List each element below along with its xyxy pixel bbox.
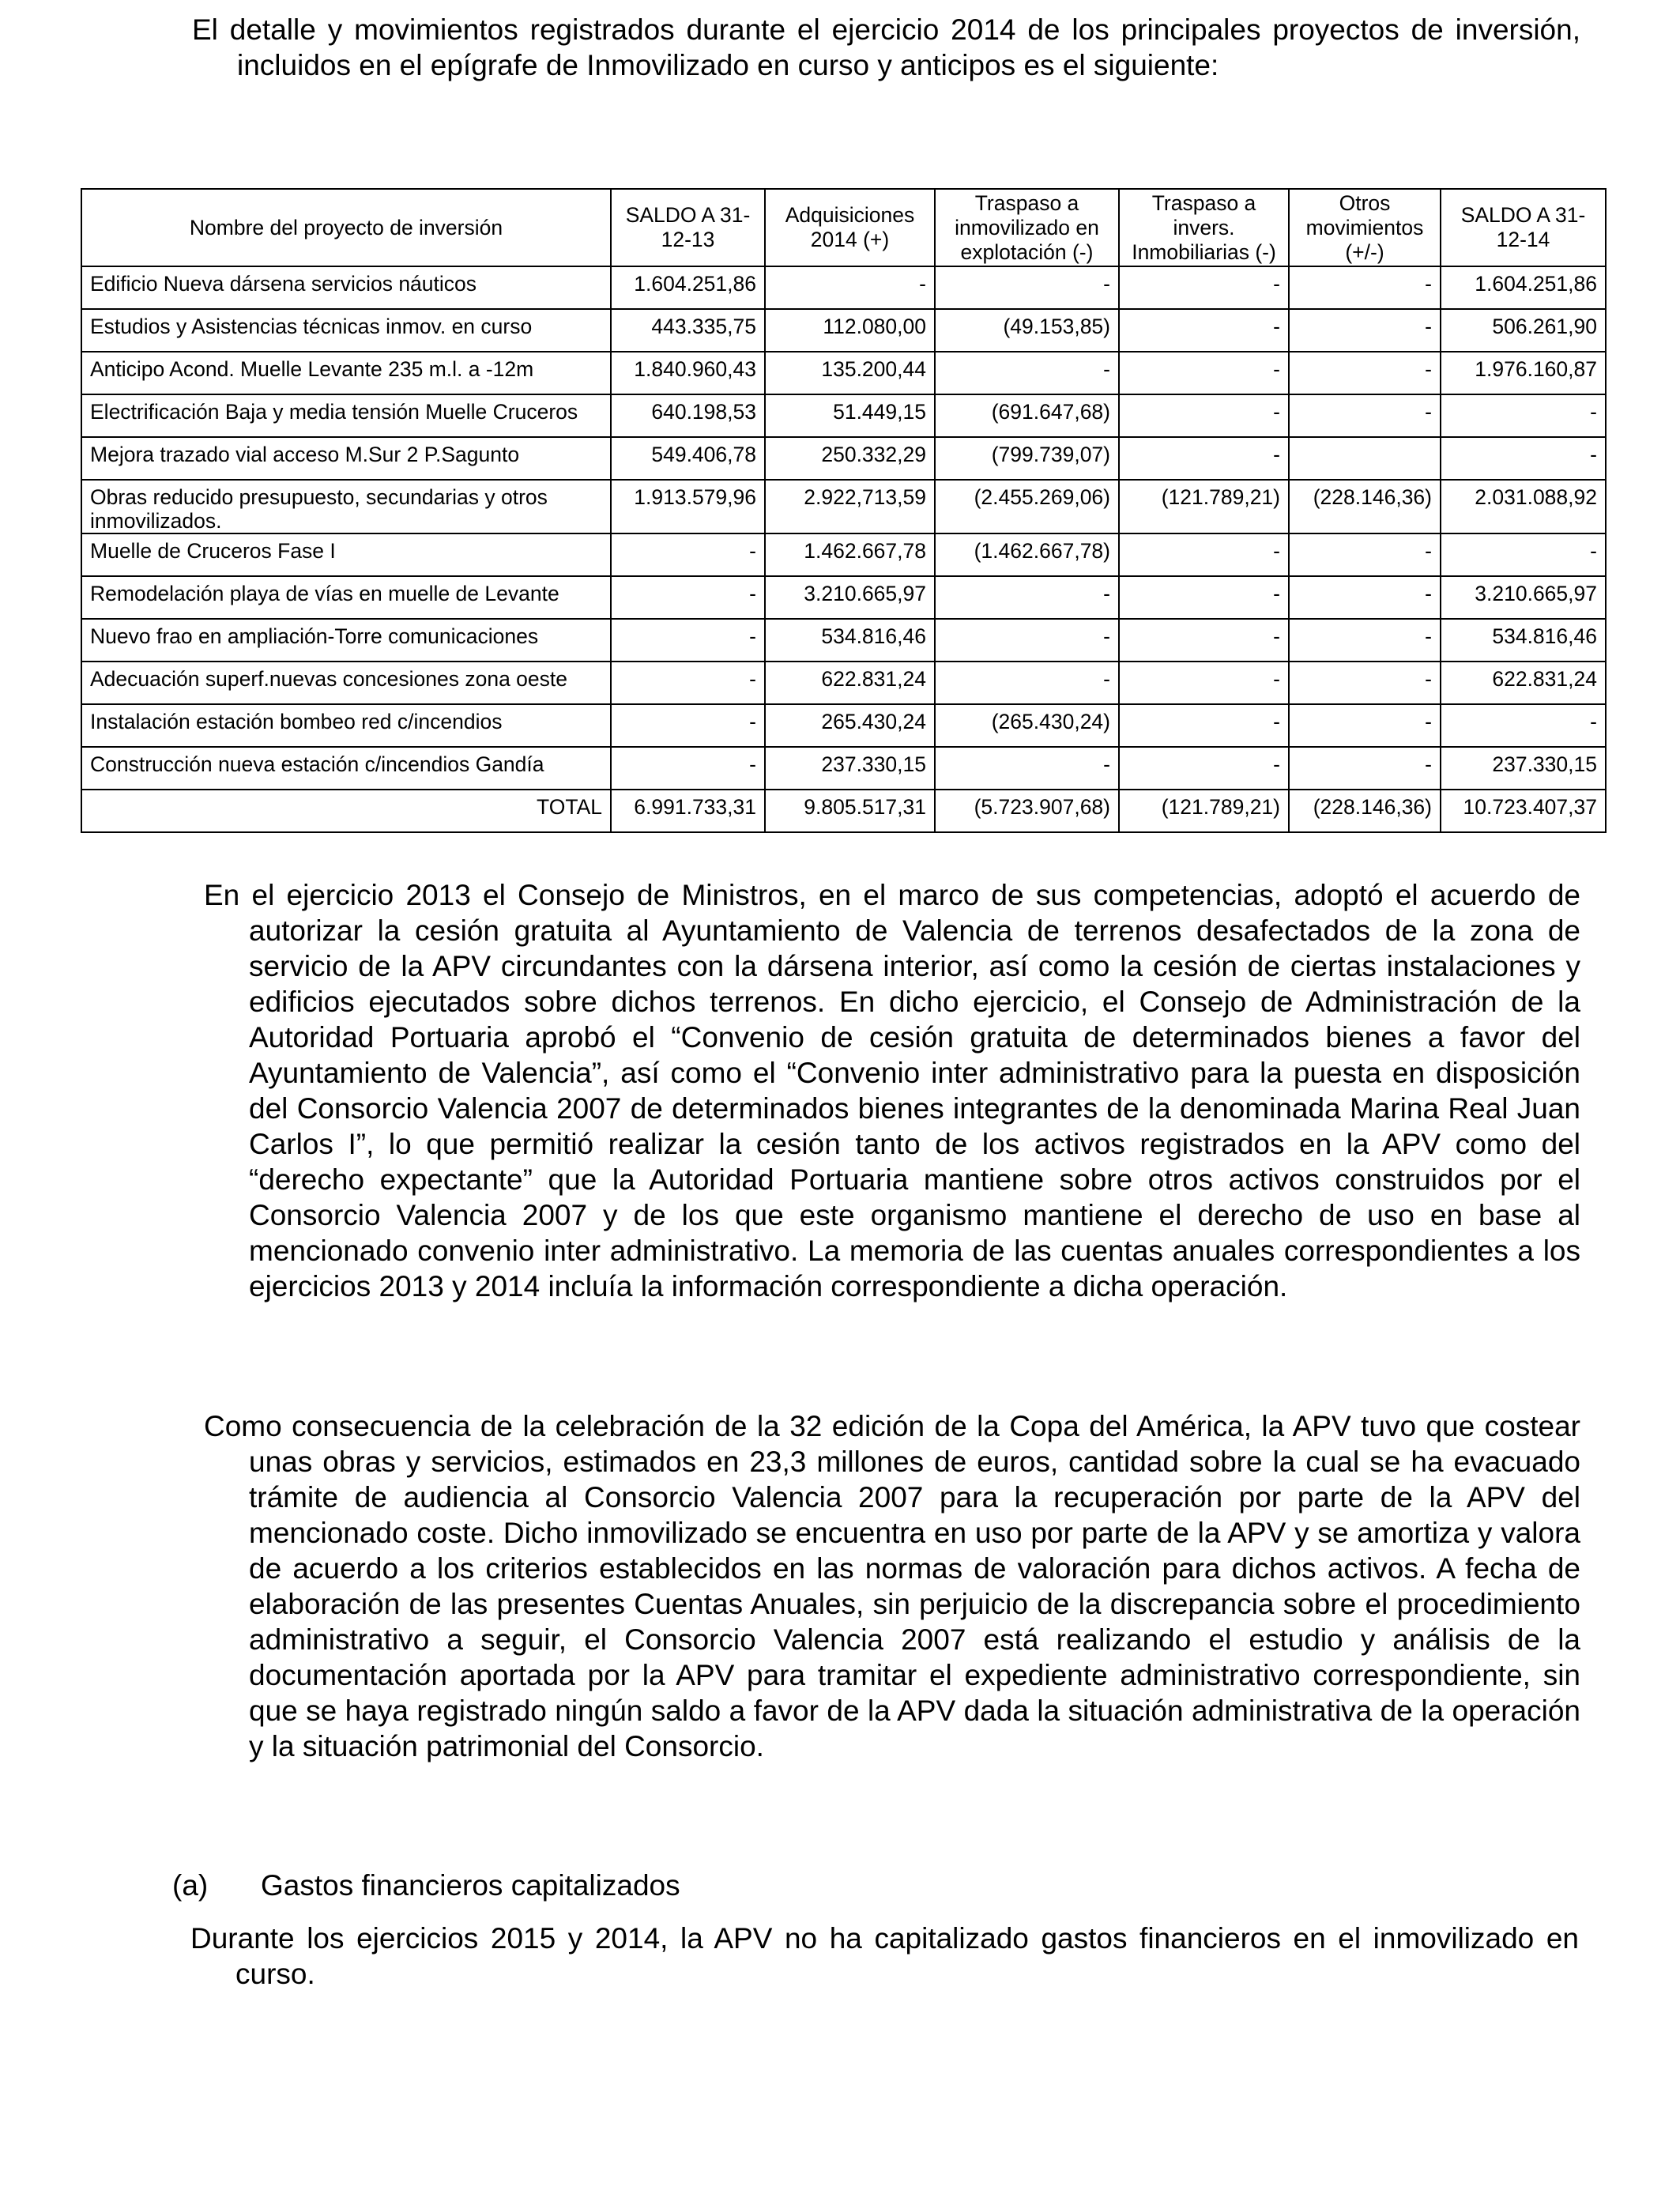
cell-saldo-2014: - bbox=[1441, 533, 1606, 576]
section-title: Gastos financieros capitalizados bbox=[261, 1869, 680, 1902]
cell-saldo-2013: - bbox=[611, 747, 765, 790]
cell-traspaso-inmobiliarias: - bbox=[1119, 437, 1289, 480]
table-row bbox=[81, 437, 1606, 480]
cell-project-name: Muelle de Cruceros Fase I bbox=[81, 533, 611, 576]
table-row bbox=[81, 394, 1606, 437]
total-cell-adquisiciones: 9.805.517,31 bbox=[765, 790, 935, 832]
cell-traspaso-inmobiliarias: (121.789,21) bbox=[1119, 480, 1289, 533]
cell-otros-movimientos: (228.146,36) bbox=[1289, 480, 1441, 533]
cell-traspaso-inmobiliarias: - bbox=[1119, 747, 1289, 790]
cell-adquisiciones: 2.922,713,59 bbox=[765, 480, 935, 533]
section-heading bbox=[172, 1868, 680, 1903]
total-label: TOTAL bbox=[81, 790, 611, 832]
total-cell-saldo-2013: 6.991.733,31 bbox=[611, 790, 765, 832]
table-row bbox=[81, 480, 1606, 533]
table-row bbox=[81, 662, 1606, 704]
table-row bbox=[81, 266, 1606, 309]
cell-saldo-2014: 534.816,46 bbox=[1441, 619, 1606, 662]
cell-saldo-2014: - bbox=[1441, 437, 1606, 480]
cell-otros-movimientos: - bbox=[1289, 704, 1441, 747]
cell-otros-movimientos: - bbox=[1289, 576, 1441, 619]
cell-traspaso-explotacion: (49.153,85) bbox=[935, 309, 1119, 352]
table-row bbox=[81, 747, 1606, 790]
cell-otros-movimientos: - bbox=[1289, 309, 1441, 352]
cell-project-name: Remodelación playa de vías en muelle de Levante bbox=[81, 576, 611, 619]
cell-adquisiciones: 250.332,29 bbox=[765, 437, 935, 480]
cell-traspaso-inmobiliarias: - bbox=[1119, 266, 1289, 309]
header-project-name: Nombre del proyecto de inversión bbox=[81, 189, 611, 266]
cell-saldo-2014: 506.261,90 bbox=[1441, 309, 1606, 352]
cell-traspaso-explotacion: - bbox=[935, 352, 1119, 394]
cell-saldo-2014: 2.031.088,92 bbox=[1441, 480, 1606, 533]
cell-traspaso-inmobiliarias: - bbox=[1119, 533, 1289, 576]
cell-project-name: Construcción nueva estación c/incendios Gandía bbox=[81, 747, 611, 790]
cell-otros-movimientos: - bbox=[1289, 352, 1441, 394]
cell-saldo-2014: 1.976.160,87 bbox=[1441, 352, 1606, 394]
cell-project-name: Mejora trazado vial acceso M.Sur 2 P.Sagunto bbox=[81, 437, 611, 480]
header-traspaso-inmobiliarias: Traspaso a invers. Inmobiliarias (-) bbox=[1119, 189, 1289, 266]
cell-traspaso-explotacion: - bbox=[935, 747, 1119, 790]
table-body bbox=[81, 266, 1606, 832]
cell-saldo-2014: - bbox=[1441, 394, 1606, 437]
cell-saldo-2013: 1.913.579,96 bbox=[611, 480, 765, 533]
cell-otros-movimientos: - bbox=[1289, 266, 1441, 309]
cell-adquisiciones: 51.449,15 bbox=[765, 394, 935, 437]
cell-traspaso-explotacion: - bbox=[935, 576, 1119, 619]
total-cell-traspaso-explotacion: (5.723.907,68) bbox=[935, 790, 1119, 832]
cell-saldo-2013: 640.198,53 bbox=[611, 394, 765, 437]
cell-saldo-2013: 1.604.251,86 bbox=[611, 266, 765, 309]
header-adquisiciones: Adquisiciones 2014 (+) bbox=[765, 189, 935, 266]
cell-adquisiciones: 534.816,46 bbox=[765, 619, 935, 662]
cell-project-name: Edificio Nueva dársena servicios náuticos bbox=[81, 266, 611, 309]
cell-otros-movimientos: - bbox=[1289, 619, 1441, 662]
cell-saldo-2013: - bbox=[611, 704, 765, 747]
table-row bbox=[81, 533, 1606, 576]
cell-saldo-2013: 443.335,75 bbox=[611, 309, 765, 352]
cell-traspaso-inmobiliarias: - bbox=[1119, 619, 1289, 662]
paragraph-copa-america: Como consecuencia de la celebración de la 32 edición de la Copa del América, la APV tuvo que costear unas obras y servicios, estimados en 23,3 millones de euros, cantidad sobre la cual se ha evacuado trámite de audiencia al Consorcio Valencia 2007 para la recuperación por parte de la APV del mencionado coste. Dicho inmovilizado se encuentra en uso por parte de la APV y se amortiza y valora de acuerdo a los criterios establecidos en las normas de valoración para dichos activos. A fecha de elaboración de las presentes Cuentas Anuales, sin perjuicio de la discrepancia sobre el procedimiento administrativo a seguir, el Consorcio Valencia 2007 está realizando el estudio y análisis de la documentación aportada por la APV para tramitar el expediente administrativo correspondiente, sin que se haya registrado ningún saldo a favor de la APV dada la situación administrativa de la operación y la situación patrimonial del Consorcio. bbox=[204, 1410, 1580, 1762]
table-row bbox=[81, 619, 1606, 662]
cell-saldo-2014: 237.330,15 bbox=[1441, 747, 1606, 790]
cell-saldo-2013: - bbox=[611, 662, 765, 704]
cell-project-name: Anticipo Acond. Muelle Levante 235 m.l. a -12m bbox=[81, 352, 611, 394]
cell-saldo-2013: - bbox=[611, 576, 765, 619]
cell-traspaso-explotacion: - bbox=[935, 619, 1119, 662]
cell-traspaso-inmobiliarias: - bbox=[1119, 352, 1289, 394]
section-letter: (a) bbox=[172, 1869, 209, 1902]
cell-traspaso-explotacion: - bbox=[935, 266, 1119, 309]
cell-saldo-2014: 622.831,24 bbox=[1441, 662, 1606, 704]
cell-project-name: Nuevo frao en ampliación-Torre comunicaciones bbox=[81, 619, 611, 662]
cell-traspaso-explotacion: (1.462.667,78) bbox=[935, 533, 1119, 576]
cell-traspaso-explotacion: (265.430,24) bbox=[935, 704, 1119, 747]
table-total-row bbox=[81, 790, 1606, 832]
total-cell-otros-movimientos: (228.146,36) bbox=[1289, 790, 1441, 832]
cell-saldo-2014: 3.210.665,97 bbox=[1441, 576, 1606, 619]
cell-traspaso-inmobiliarias: - bbox=[1119, 704, 1289, 747]
cell-traspaso-explotacion: (2.455.269,06) bbox=[935, 480, 1119, 533]
cell-adquisiciones: 237.330,15 bbox=[765, 747, 935, 790]
cell-otros-movimientos: - bbox=[1289, 394, 1441, 437]
cell-adquisiciones: 112.080,00 bbox=[765, 309, 935, 352]
cell-adquisiciones: - bbox=[765, 266, 935, 309]
cell-saldo-2013: 549.406,78 bbox=[611, 437, 765, 480]
cell-otros-movimientos: - bbox=[1289, 533, 1441, 576]
cell-project-name: Electrificación Baja y media tensión Muelle Cruceros bbox=[81, 394, 611, 437]
cell-adquisiciones: 135.200,44 bbox=[765, 352, 935, 394]
cell-traspaso-inmobiliarias: - bbox=[1119, 309, 1289, 352]
paragraph-gastos-financieros: Durante los ejercicios 2015 y 2014, la APV no ha capitalizado gastos financieros en el inmovilizado en curso. bbox=[190, 1922, 1579, 1990]
cell-traspaso-explotacion: - bbox=[935, 662, 1119, 704]
cell-traspaso-inmobiliarias: - bbox=[1119, 662, 1289, 704]
cell-saldo-2013: - bbox=[611, 619, 765, 662]
cell-otros-movimientos: - bbox=[1289, 662, 1441, 704]
table-row bbox=[81, 309, 1606, 352]
cell-project-name: Adecuación superf.nuevas concesiones zona oeste bbox=[81, 662, 611, 704]
cell-project-name: Obras reducido presupuesto, secundarias y otros inmovilizados. bbox=[81, 480, 611, 533]
cell-otros-movimientos bbox=[1289, 437, 1441, 480]
cell-project-name: Instalación estación bombeo red c/incendios bbox=[81, 704, 611, 747]
cell-traspaso-explotacion: (799.739,07) bbox=[935, 437, 1119, 480]
cell-adquisiciones: 1.462.667,78 bbox=[765, 533, 935, 576]
table-row bbox=[81, 352, 1606, 394]
cell-adquisiciones: 265.430,24 bbox=[765, 704, 935, 747]
cell-project-name: Estudios y Asistencias técnicas inmov. en curso bbox=[81, 309, 611, 352]
paragraph-cesion-gratuita: En el ejercicio 2013 el Consejo de Ministros, en el marco de sus competencias, adoptó el acuerdo de autorizar la cesión gratuita al Ayuntamiento de Valencia de terrenos desafectados de la zona de servicio de la APV circundantes con la dársena interior, así como la cesión de ciertas instalaciones y edificios ejecutados sobre dichos terrenos. En dicho ejercicio, el Consejo de Administración de la Autoridad Portuaria aprobó el “Convenio de cesión gratuita de determinados bienes a favor del Ayuntamiento de Valencia”, así como el “Convenio inter administrativo para la puesta en disposición del Consorcio Valencia 2007 de determinados bienes integrantes de la denominada Marina Real Juan Carlos I”, lo que permitió realizar la cesión tanto de los activos registrados en la APV como del “derecho expectante” que la Autoridad Portuaria mantiene sobre otros activos construidos por el Consorcio Valencia 2007 y de los que este organismo mantiene el derecho de uso en base al mencionado convenio inter administrativo. La memoria de las cuentas anuales correspondientes a los ejercicios 2013 y 2014 incluía la información correspondiente a dicha operación. bbox=[204, 879, 1580, 1302]
cell-traspaso-inmobiliarias: - bbox=[1119, 394, 1289, 437]
header-traspaso-explotacion: Traspaso a inmovilizado en explotación (-) bbox=[935, 189, 1119, 266]
table-row bbox=[81, 576, 1606, 619]
header-saldo-2014: SALDO A 31-12-14 bbox=[1441, 189, 1606, 266]
cell-saldo-2014: - bbox=[1441, 704, 1606, 747]
cell-adquisiciones: 3.210.665,97 bbox=[765, 576, 935, 619]
header-otros-movimientos: Otros movimientos (+/-) bbox=[1289, 189, 1441, 266]
cell-saldo-2014: 1.604.251,86 bbox=[1441, 266, 1606, 309]
cell-otros-movimientos: - bbox=[1289, 747, 1441, 790]
total-cell-saldo-2014: 10.723.407,37 bbox=[1441, 790, 1606, 832]
intro-paragraph: El detalle y movimientos registrados durante el ejercicio 2014 de los principales proyectos de inversión, incluidos en el epígrafe de Inmovilizado en curso y anticipos es el siguiente: bbox=[192, 13, 1580, 81]
cell-traspaso-inmobiliarias: - bbox=[1119, 576, 1289, 619]
cell-saldo-2013: - bbox=[611, 533, 765, 576]
table-row bbox=[81, 704, 1606, 747]
cell-traspaso-explotacion: (691.647,68) bbox=[935, 394, 1119, 437]
cell-adquisiciones: 622.831,24 bbox=[765, 662, 935, 704]
header-saldo-2013: SALDO A 31-12-13 bbox=[611, 189, 765, 266]
table-header-row bbox=[81, 189, 1606, 266]
investment-table bbox=[81, 188, 1607, 833]
total-cell-traspaso-inmobiliarias: (121.789,21) bbox=[1119, 790, 1289, 832]
cell-saldo-2013: 1.840.960,43 bbox=[611, 352, 765, 394]
